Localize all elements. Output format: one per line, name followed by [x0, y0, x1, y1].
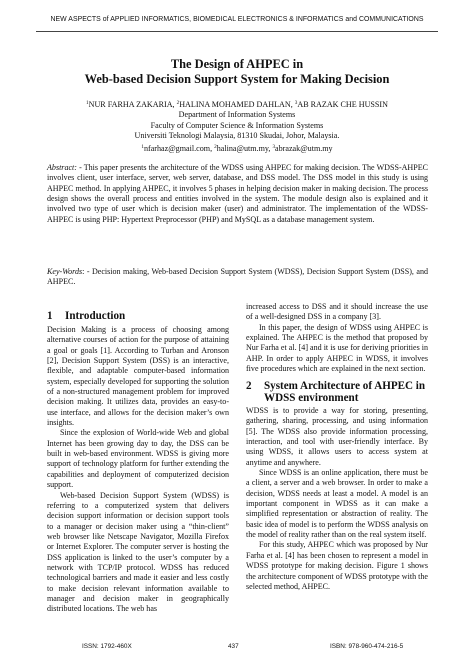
arch-paragraph-1: WDSS is to provide a way for storing, presenting, gathering, sharing, processing, and using information [5]. The WDSS also provide information processing, interaction, and tool with user-friendly interface. By using WDSS, it allows users to access system at anytime and anywhere.	[246, 406, 428, 467]
keywords	[47, 267, 428, 288]
footer-isbn: ISBN: 978-960-474-216-5	[330, 643, 404, 650]
author-3-name: AB RAZAK CHE HUSSIN	[297, 100, 388, 109]
author-faculty: Faculty of Computer Science & Information Systems	[150, 120, 324, 130]
section-2-heading	[246, 381, 436, 405]
abstract	[47, 163, 428, 225]
left-column	[47, 325, 229, 615]
email-1-marker: 1	[141, 143, 144, 150]
author-university: Universiti Teknologi Malaysia, 81310 Skudai, Johor, Malaysia.	[134, 131, 340, 141]
header-rule	[36, 31, 438, 32]
author-1-marker: 1	[86, 100, 89, 106]
author-2-marker: 2	[176, 100, 180, 106]
section-2-number: 2	[246, 380, 252, 392]
author-3-marker: 3	[294, 100, 298, 106]
abstract-label: Abstract:	[47, 163, 77, 172]
page-footer	[0, 643, 474, 653]
email-3-marker: 3	[272, 143, 276, 150]
title-line-1: The Design of AHPEC in	[170, 57, 304, 71]
arch-paragraph-2: Since WDSS is an online application, there must be a client, a server and a web browser. In order to make a decision, WDSS needs at least a model. A model is an important component in WDSS as it can make a simplified representation or abstraction of reality. The basic idea of model is to perform the WDSS analysis on the model of reality rather than on the real system itself.	[246, 468, 428, 540]
intro-paragraph-5: In this paper, the design of WDSS using AHPEC is explained. The AHPEC is the method that proposed by Nur Farha et al. [4] and it is use for deriving priorities in AHP. In order to apply AHPEC in WDSS, it involves five procedures which are explained in the next section.	[246, 322, 428, 374]
email-2-marker: 2	[214, 143, 217, 150]
section-1-heading	[47, 311, 125, 323]
arch-paragraph-3: For this study, AHPEC which was proposed by Nur Farha et al. [4] has been chosen to represent a model in WDSS prototype for making decision. Figure 1 shows the architecture component of WDSS prototype with the selected method, AHPEC.	[246, 540, 428, 591]
title-line-2: Web-based Decision Support System for Making Decision	[84, 71, 390, 86]
author-2-name: HALINA MOHAMED DAHLAN,	[179, 100, 295, 109]
email-2: halina@utm.my,	[216, 143, 273, 153]
footer-page-number: 437	[228, 643, 239, 650]
right-column-bottom	[246, 406, 428, 592]
author-block	[0, 98, 474, 154]
intro-paragraph-4: increased access to DSS and it should increase the use of a well-designed DSS in a company [3].	[246, 302, 428, 322]
section-1-number: 1	[47, 310, 53, 322]
abstract-text: - This paper presents the architecture of the WDSS using AHPEC for making decision. The WDSS-AHPEC involves client, user interface, server, web server, database, and DSS model. The DSS model in this study is using AHPEC method. In applying AHPEC, it involves 5 phases in helping decision maker in making decision. The process design shows the overall process and entities involved in the system. The module design also is explained and it involved two type of user which is decision maker (user) and administrator. The implementation of the WDSS-AHPEC is using PHP: Hypertext Preprocessor (PHP) and MySQL as a database management system.	[47, 163, 428, 224]
section-2-title: System Architecture of AHPEC in WDSS environment	[264, 380, 426, 404]
author-emails	[0, 142, 474, 154]
section-1-title: Introduction	[65, 310, 126, 322]
author-department: Department of Information Systems	[178, 110, 296, 120]
footer-issn: ISSN: 1792-460X	[82, 643, 132, 650]
running-header: NEW ASPECTS of APPLIED INFORMATICS, BIOMEDICAL ELECTRONICS & INFORMATICS and COMMUNICATIONS	[50, 16, 424, 23]
intro-paragraph-1: Decision Making is a process of choosing among alternative courses of action for the purpose of attaining a goal or goals [1]. According to Turban and Aronson [2], Decision Support System (DSS) is an interactive, flexible, and adaptable computer-based information system, especially developed for supporting the solution of a non-structured management problem for improved decision making. It utilizes data, provides an easy-to-use interface, and allows for the decision maker’s own insights.	[47, 325, 229, 428]
author-names	[0, 98, 474, 110]
keywords-text: : - Decision making, Web-based Decision Support System (WDSS), Decision Support System (DSS), and AHPEC.	[47, 267, 428, 287]
intro-paragraph-2: Since the explosion of World-wide Web and global Internet has been growing day to day, the DSS can be built in web-based environment. WDSS is giving more support of technology platform for further extending the capabilities and deployment of computerized decision support.	[47, 428, 229, 490]
keywords-label: Key-Words	[47, 267, 83, 276]
email-3: abrazak@utm.my	[275, 143, 333, 153]
paper-title	[0, 57, 474, 86]
author-1-name: NUR FARHA ZAKARIA,	[88, 100, 177, 109]
right-column-top	[246, 302, 428, 374]
email-1: nfarhaz@gmail.com,	[143, 143, 215, 153]
intro-paragraph-3: Web-based Decision Support System (WDSS) is referring to a computerized system that delivers decision support information or decision support tools to a manager or decision maker using a “thin-client” web browser like Netscape Navigator, Mozilla Firefox or Internet Explorer. The computer server is hosting the DSS application is linked to the user’s computer by a network with TCP/IP protocol. WDSS has reduced technological barriers and made it easier and less costly to make decision relevant information available to manager and decision maker in geographically distributed locations. The web has	[47, 490, 229, 614]
